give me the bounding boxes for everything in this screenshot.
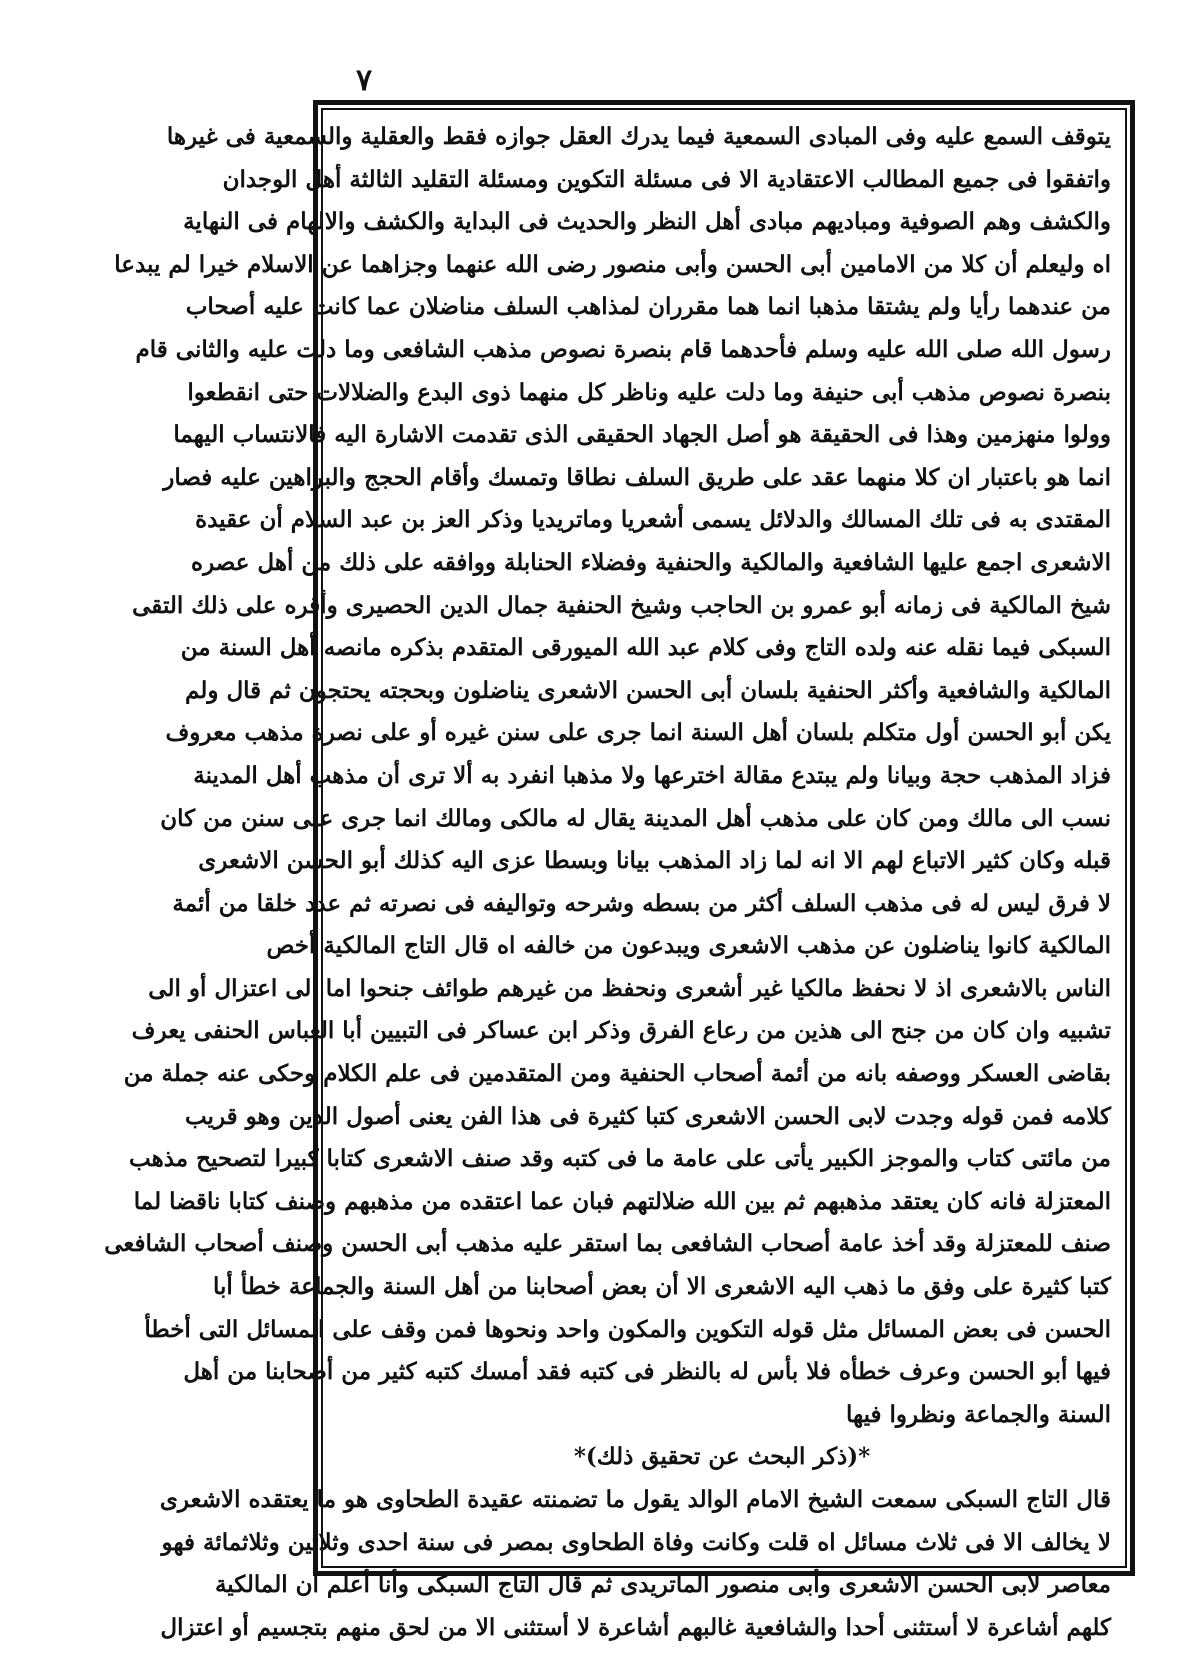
- text-block: [104, 108, 1127, 1641]
- text-line: لا يخالف الا فى ثلاث مسائل اه قلت وكانت وفاة الطحاوى بمصر فى سنة احدى وثلاثين وثلاثمائة فهو: [161, 1528, 1111, 1556]
- text-line: فزاد المذهب حجة وبيانا ولم يبتدع مقالة اخترعها ولا مذهبا انفرد به ألا ترى أن مذهب أهل المدينة: [193, 761, 1111, 789]
- text-line: شيخ المالكية فى زمانه أبو عمرو بن الحاجب وشيخ الحنفية جمال الدين الحصيرى وأقره على ذلك التقى: [132, 591, 1111, 619]
- text-line: صنف للمعتزلة وقد أخذ عامة أصحاب الشافعى بما استقر عليه مذهب أبى الحسن وصنف أصحاب الشافعى: [104, 1230, 1111, 1258]
- text-line: الاشعرى اجمع عليها الشافعية والمالكية والحنفية وفضلاء الحنابلة ووافقه على ذلك من أهل عصره: [191, 548, 1111, 576]
- text-line: بنصرة نصوص مذهب أبى حنيفة وما دلت عليه وناظر كل منهما ذوى البدع والضلالات حتى انقطعوا: [187, 378, 1111, 406]
- text-line: يتوقف السمع عليه وفى المبادى السمعية فيما يدرك العقل جوازه فقط والعقلية والسمعية فى غيرها: [166, 123, 1111, 150]
- text-line: واتفقوا فى جميع المطالب الاعتقادية الا فى مسئلة التكوين ومسئلة التقليد الثالثة أهل الوجدان: [222, 165, 1111, 193]
- text-line: المالكية كانوا يناضلون عن مذهب الاشعرى ويبدعون من خالفه اه قال التاج المالكية أخص: [266, 932, 1111, 960]
- text-line: كتبا كثيرة على وفق ما ذهب اليه الاشعرى الا أن بعض أصحابنا من أهل السنة والجماعة خطأ أبا: [213, 1273, 1111, 1301]
- text-line: من مائتى كتاب والموجز الكبير يأتى على عامة ما فى كتبه وقد صنف الاشعرى كتابا كبيرا لتصحيح مذهب: [128, 1145, 1111, 1173]
- text-line: المالكية والشافعية وأكثر الحنفية بلسان أبى الحسن الاشعرى يناضلون وبحجته يحتجون ثم قال ولم: [185, 676, 1111, 704]
- text-line: بقاضى العسكر ووصفه بانه من أئمة أصحاب الحنفية ومن المتقدمين فى علم الكلام وحكى عنه جملة من: [123, 1060, 1111, 1088]
- text-line: معاصر لابى الحسن الاشعرى وأبى منصور الماتريدى ثم قال التاج السبكى وأنا أعلم أن المالكية: [214, 1571, 1111, 1599]
- section-heading: *(ذكر البحث عن تحقيق ذلك)*: [573, 1443, 871, 1471]
- text-line: كلهم أشاعرة لا أستثنى أحدا والشافعية غالبهم أشاعرة لا أستثنى الا من لحق منهم بتجسيم أو اعتزال: [160, 1613, 1111, 1641]
- text-line: من عندهما رأيا ولم يشتقا مذهبا انما هما مقرران لمذاهب السلف مناضلان عما كانت عليه أصحاب: [185, 293, 1111, 321]
- text-line: الحسن فى بعض المسائل مثل قوله التكوين والمكون واحد ونحوها فمن وقف على المسائل التى أخطأ: [144, 1315, 1111, 1343]
- text-line: فيها أبو الحسن وعرف خطأه فلا بأس له بالنظر فى كتبه فقد أمسك كتبه كثير من أصحابنا من أهل: [183, 1358, 1111, 1386]
- text-line: الناس بالاشعرى اذ لا نحفظ مالكيا غير أشعرى ونحفظ من غيرهم طوائف جنحوا اما الى اعتزال أو الى: [148, 974, 1111, 1002]
- text-line: والكشف وهم الصوفية ومباديهم مبادى أهل النظر والحديث فى البداية والكشف والالهام فى النهاية: [183, 208, 1111, 236]
- page-number: ٧: [355, 63, 373, 98]
- text-line: قال التاج السبكى سمعت الشيخ الامام الوالد يقول ما تضمنته عقيدة الطحاوى هو ما يعتقده الاشعرى: [159, 1486, 1111, 1513]
- text-line: المقتدى به فى تلك المسالك والدلائل يسمى أشعريا وماتريديا وذكر العز بن عبد السلام أن عقيدة: [195, 506, 1111, 534]
- text-line: كلامه فمن قوله وجدت لابى الحسن الاشعرى كتبا كثيرة فى هذا الفن يعنى أصول الدين وهو قريب: [184, 1102, 1111, 1130]
- text-line: المعتزلة فانه كان يعتقد مذهبهم ثم بين الله ضلالتهم فبان عما اعتقده من مذهبهم وصنف كتابا ناقضا لما: [133, 1187, 1111, 1215]
- text-line: رسول الله صلى الله عليه وسلم فأحدهما قام بنصرة نصوص مذهب الشافعى وما دلت عليه والثانى قام: [135, 335, 1111, 363]
- text-line: انما هو باعتبار ان كلا منهما عقد على طريق السلف نطاقا وتمسك وأقام الحجج والبراهين عليه فصار: [163, 463, 1111, 491]
- text-line: يكن أبو الحسن أول متكلم بلسان أهل السنة انما جرى على سنن غيره أو على نصرة مذهب معروف: [165, 719, 1111, 747]
- text-line: قبله وكان كثير الاتباع لهم الا انه لما زاد المذهب بيانا وبسطا عزى اليه كذلك أبو الحسن الاشعرى: [198, 847, 1111, 875]
- text-line: السبكى فيما نقله عنه ولده التاج وفى كلام عبد الله الميورقى المتقدم بذكره مانصه أهل السنة من: [180, 634, 1111, 662]
- text-line: لا فرق ليس له فى مذهب السلف أكثر من بسطه وشرحه وتواليفه فى نصرته ثم عدد خلقا من أئمة: [172, 889, 1111, 917]
- text-line: اه وليعلم أن كلا من الامامين أبى الحسن وأبى منصور رضى الله عنهما وجزاهما عن الاسلام خيرا لم يبدعا: [114, 250, 1111, 278]
- text-line: نسب الى مالك ومن كان على مذهب أهل المدينة يقال له مالكى ومالك انما جرى على سنن من كان: [160, 804, 1111, 832]
- text-line: تشبيه وان كان من جنح الى هذين من رعاع الفرق وذكر ابن عساكر فى التبيين أبا العباس الحنفى يعرف: [131, 1017, 1111, 1045]
- text-line: وولوا منهزمين وهذا فى الحقيقة هو أصل الجهاد الحقيقى الذى تقدمت الاشارة اليه فالانتساب اليهما: [173, 421, 1111, 449]
- paragraph-last-line: السنة والجماعة ونظروا فيها: [845, 1400, 1111, 1428]
